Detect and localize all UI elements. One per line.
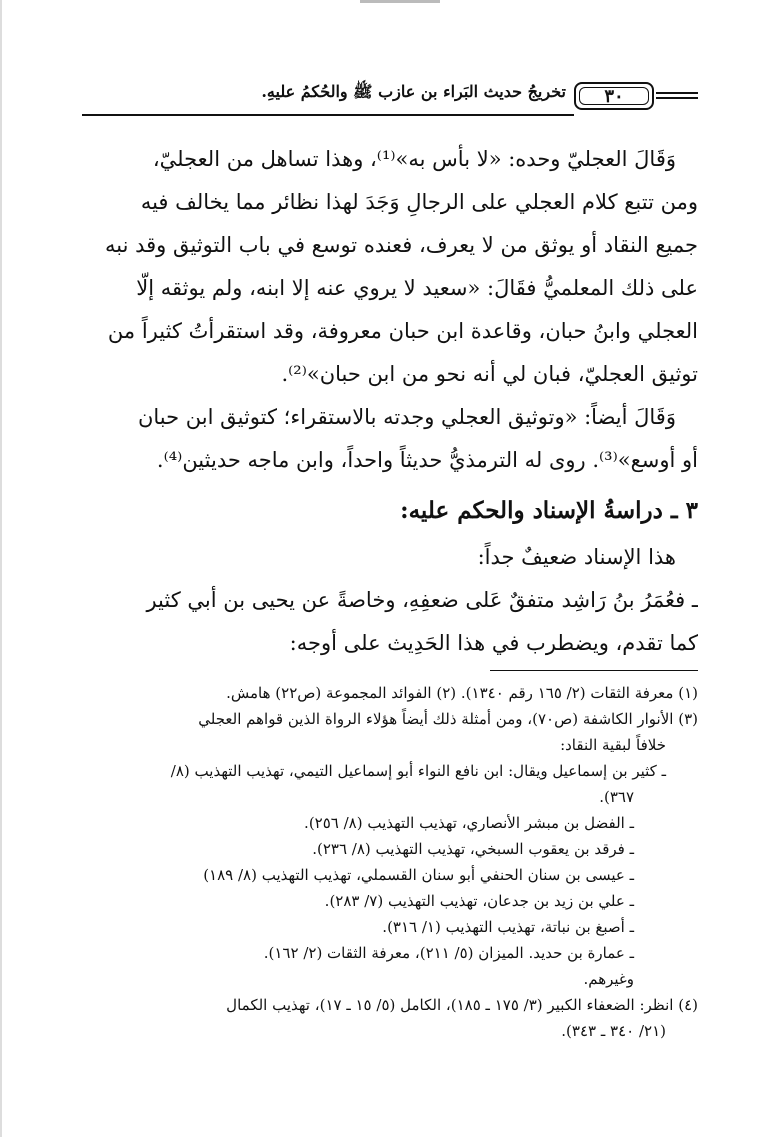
header-ornament-lines <box>656 92 698 100</box>
footnote-3-continued: خلافاً لبقية النقاد: <box>560 736 666 754</box>
footnote-list-item: وغيرهم. <box>583 970 634 988</box>
page-number-frame <box>574 82 654 110</box>
footnote-1-2: (١) معرفة الثقات (٢/ ١٦٥ رقم ١٣٤٠). (٢) الفوائد المجموعة (ص٢٢) هامش. <box>226 684 698 702</box>
footnote-list-item: ـ عيسى بن سنان الحنفي أبو سنان القسملي، تهذيب التهذيب (٨/ ١٨٩) <box>203 866 634 884</box>
footnote-4: (٤) انظر: الضعفاء الكبير (٣/ ١٧٥ ـ ١٨٥)، الكامل (٥/ ١٥ ـ ١٧)، تهذيب الكمال <box>226 996 698 1014</box>
scan-artifact <box>360 0 440 3</box>
paragraph-line: ومن تتبع كلام العجلي على الرجالِ وَجَدَ لهذا نظائر مما يخالف فيه <box>140 190 698 214</box>
footnote-list-item: ـ أصبغ بن نباتة، تهذيب التهذيب (١/ ٣١٦). <box>382 918 634 936</box>
paragraph-line: هذا الإسناد ضعيفٌ جداً: <box>477 545 676 569</box>
paragraph-line: أو أوسع»⁽³⁾. روى له الترمذيُّ حديثاً واحداً، وابن ماجه حديثين⁽⁴⁾. <box>156 448 698 472</box>
running-title: تخريجُ حديث البَراء بن عازب ﷺ والحُكمُ عليهِ. <box>261 82 566 101</box>
paragraph-line: وَقَالَ العجليّ وحده: «لا بأس به»⁽¹⁾، وهذا تساهل من العجليّ، <box>152 147 676 171</box>
footnote-list-item: ـ عمارة بن حديد. الميزان (٥/ ٢١١)، معرفة الثقات (٢/ ١٦٢). <box>263 944 634 962</box>
main-text <box>82 138 698 665</box>
footnote-list-item: ـ كثير بن إسماعيل ويقال: ابن نافع النواء أبو إسماعيل التيمي، تهذيب التهذيب (٨/ <box>170 762 666 780</box>
paragraph-line: وَقَالَ أيضاً: «وتوثيق العجلي وجدته بالاستقراء؛ كتوثيق ابن حبان <box>137 405 676 429</box>
paragraph-line: على ذلك المعلميُّ فقَالَ: «سعيد لا يروي عنه إلا ابنه، ولم يوثقه إلّا <box>136 276 698 300</box>
footnote-list-item: ـ الفضل بن مبشر الأنصاري، تهذيب التهذيب (٨/ ٢٥٦). <box>304 814 634 832</box>
footnote-3: (٣) الأنوار الكاشفة (ص٧٠)، ومن أمثلة ذلك أيضاً هؤلاء الرواة الذين قواهم العجلي <box>198 710 698 728</box>
page-number: ٣٠ <box>604 85 624 107</box>
footnote-separator <box>490 670 698 671</box>
running-header <box>82 76 698 116</box>
paragraph-line: توثيق العجليّ، فبان لي أنه نحو من ابن حبان»⁽²⁾. <box>281 362 698 386</box>
footnote-4-continued: (٢١/ ٣٤٠ ـ ٣٤٣). <box>561 1022 666 1040</box>
paragraph-line: ـ فعُمَرُ بنُ رَاشِد متفقٌ عَلى ضعفِهِ، وخاصةً عن يحيى بن أبي كثير <box>146 588 698 612</box>
footnote-list-item-continued: ٣٦٧). <box>599 788 634 806</box>
header-rule <box>82 114 574 116</box>
paragraph-line: العجلي وابنُ حبان، وقاعدة ابن حبان معروفة، وقد استقرأتُ كثيراً من <box>107 319 698 343</box>
footnotes <box>82 680 698 1044</box>
paragraph-line: جميع النقاد أو يوثق من لا يعرف، فعنده توسع في باب التوثيق وقد نبه <box>104 233 698 257</box>
footnote-list-item: ـ فرقد بن يعقوب السبخي، تهذيب التهذيب (٨/ ٢٣٦). <box>312 840 634 858</box>
page-edge <box>0 0 2 1137</box>
footnote-list-item: ـ علي بن زيد بن جدعان، تهذيب التهذيب (٧/ ٢٨٣). <box>324 892 634 910</box>
section-heading: ٣ ـ دراسةُ الإسناد والحكم عليه: <box>400 497 698 524</box>
paragraph-line: كما تقدم، ويضطرب في هذا الحَدِيث على أوجه: <box>289 631 698 655</box>
